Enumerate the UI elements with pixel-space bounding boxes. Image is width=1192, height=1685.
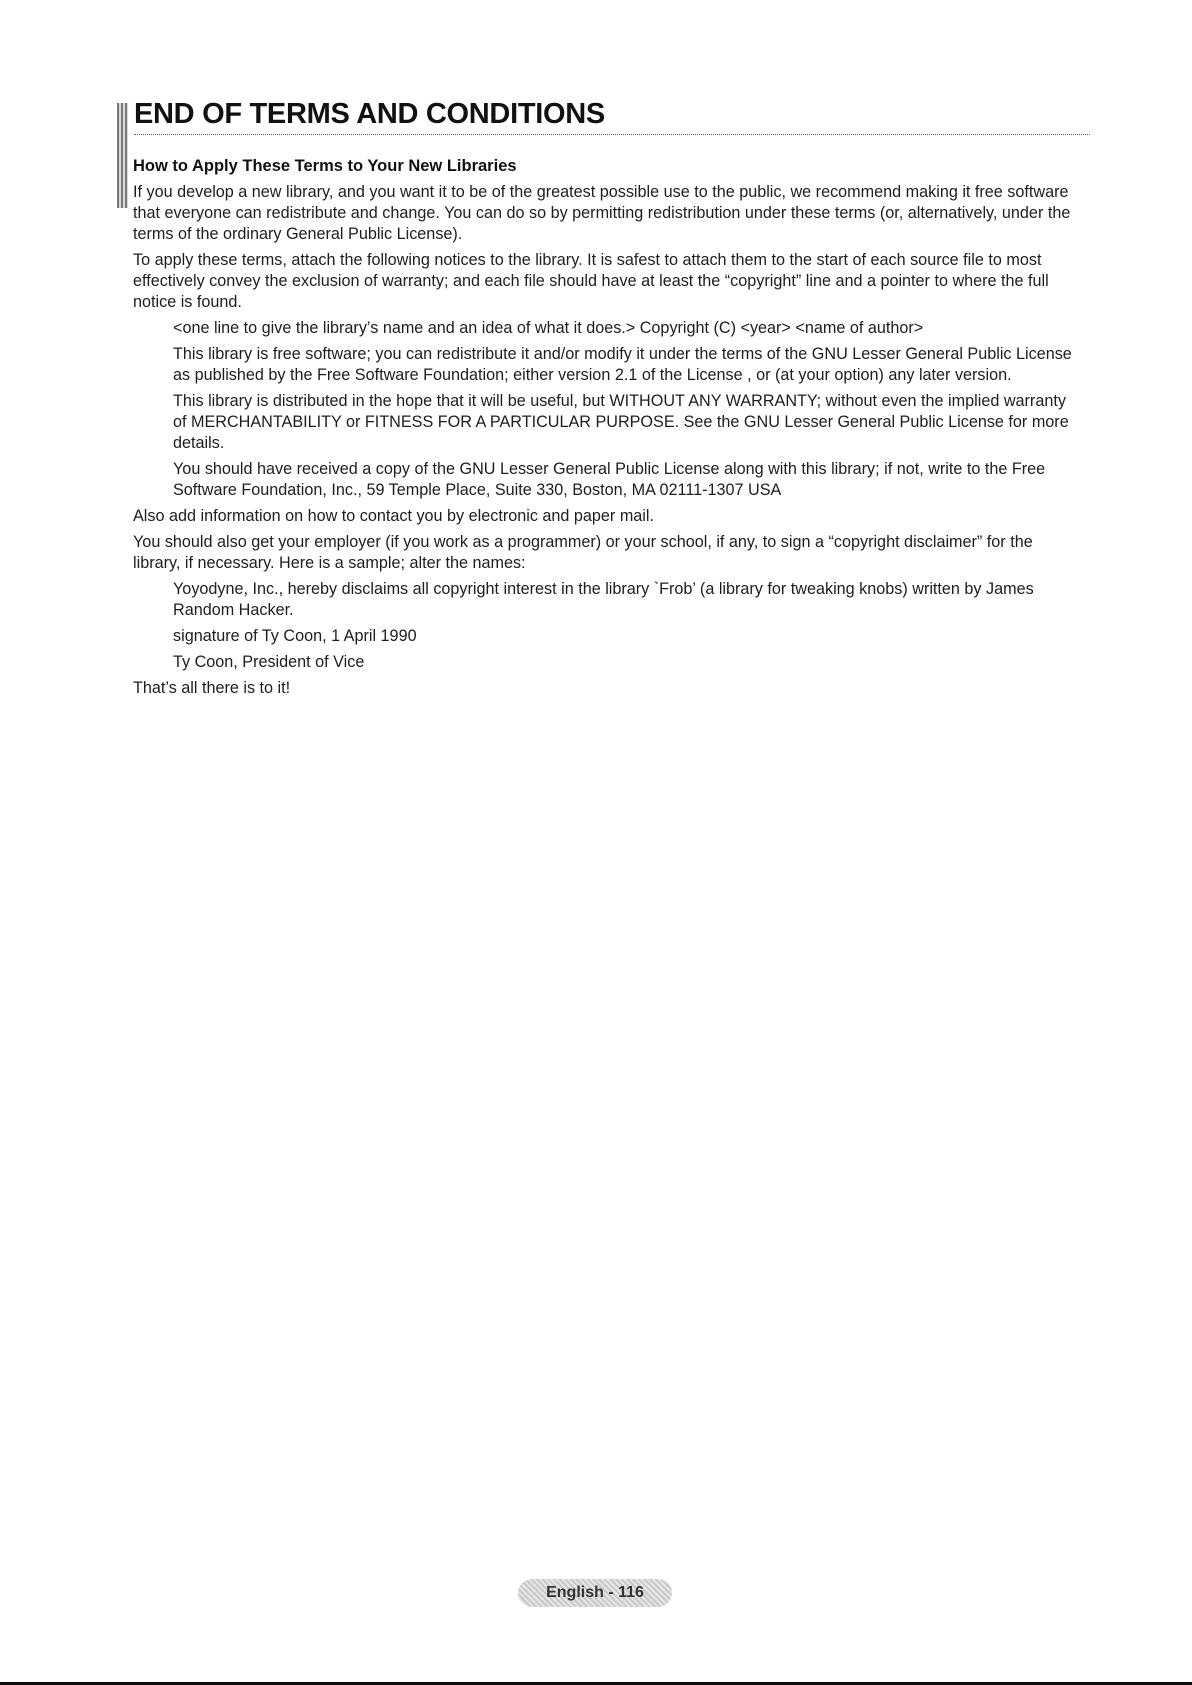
sample-signer: Ty Coon, President of Vice <box>173 653 365 671</box>
employer-paragraph: You should also get your employer (if you work as a programmer) or your school, if any, to sign a “copyright disclaimer” for the library, if necessary. Here is a sample; alter the names: <box>133 533 1033 572</box>
notice-free-software: This library is free software; you can redistribute it and/or modify it under the terms of the GNU Lesser General Public License as published by the Free Software Foundation; either version 2.1 of the License , or (at your option) any later version. <box>173 345 1072 384</box>
intro-paragraph: If you develop a new library, and you want it to be of the greatest possible use to the public, we recommend making it free software that everyone can redistribute and change. You can do so by permitting redistribution under these terms (or, alternatively, under the terms of the ordinary General Public License). <box>133 183 1071 243</box>
sample-disclaimer: Yoyodyne, Inc., hereby disclaims all copyright interest in the library `Frob’ (a library for tweaking knobs) written by James Random Hacker. <box>173 580 1034 619</box>
title-underline <box>134 134 1090 135</box>
notice-copy-received: You should have received a copy of the GNU Lesser General Public License along with this library; if not, write to the Free Software Foundation, Inc., 59 Temple Place, Suite 330, Boston, MA 02111-1307 USA <box>173 460 1046 499</box>
section-marker-bar <box>117 103 128 208</box>
sample-signature: signature of Ty Coon, 1 April 1990 <box>173 627 417 645</box>
notice-name-line: <one line to give the library’s name and an idea of what it does.> Copyright (C) <year> <name of author> <box>173 319 924 337</box>
apply-terms-paragraph: To apply these terms, attach the following notices to the library. It is safest to attach them to the start of each source file to most effectively convey the exclusion of warranty; and each file should have at least the “copyright” line and a pointer to where the full notice is found. <box>133 251 1049 311</box>
page-title: END OF TERMS AND CONDITIONS <box>134 98 605 130</box>
closing-line: That’s all there is to it! <box>133 679 291 697</box>
document-body <box>133 156 1078 704</box>
contact-paragraph: Also add information on how to contact you by electronic and paper mail. <box>133 507 654 525</box>
section-heading: How to Apply These Terms to Your New Libraries <box>133 157 517 175</box>
page-number-badge: English - 116 <box>518 1579 672 1607</box>
notice-warranty: This library is distributed in the hope that it will be useful, but WITHOUT ANY WARRANTY; without even the implied warranty of MERCHANTABILITY or FITNESS FOR A PARTICULAR PURPOSE. See the GNU Lesser General Public License for more details. <box>173 392 1069 452</box>
